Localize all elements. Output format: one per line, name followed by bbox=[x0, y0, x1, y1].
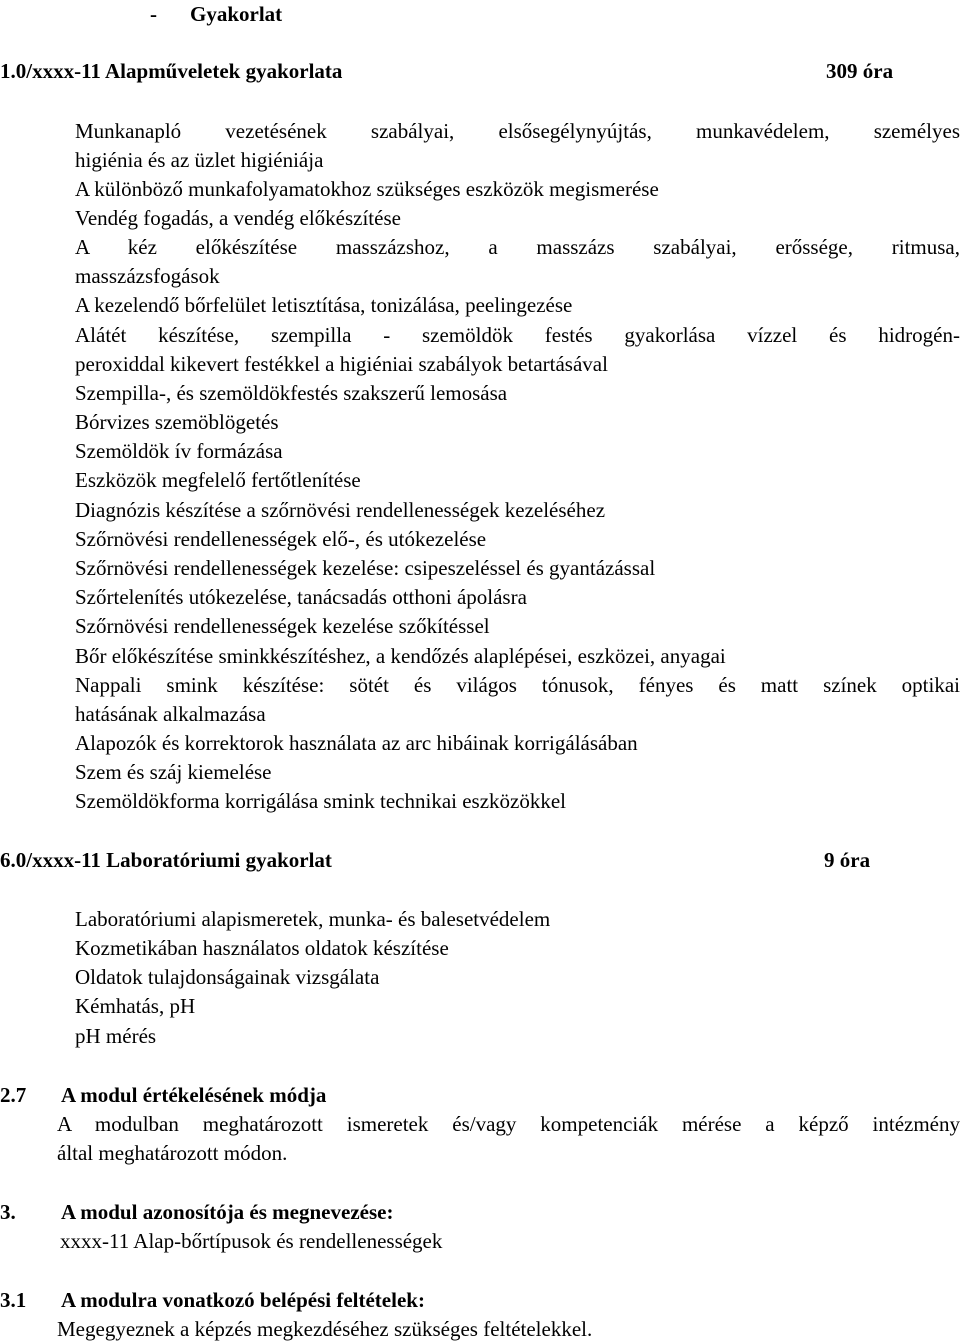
section1-item: Szem és száj kiemelése bbox=[75, 760, 272, 784]
section1-item: Szőrtelenítés utókezelése, tanácsadás otthoni ápolásra bbox=[75, 585, 527, 609]
section1-item: Szemöldökforma korrigálása smink technikai eszközökkel bbox=[75, 789, 567, 813]
s3-number: 3. bbox=[0, 1200, 16, 1224]
s27-heading: A modul értékelésének módja bbox=[61, 1083, 327, 1107]
section2-title: 6.0/xxxx-11 Laboratóriumi gyakorlat bbox=[0, 848, 332, 872]
section2-item: Laboratóriumi alapismeretek, munka- és balesetvédelem bbox=[75, 907, 551, 931]
section1-item: Szemöldök ív formázása bbox=[75, 439, 283, 463]
s27-text: A modulban meghatározott ismeretek és/vagy kompetenciák mérése a képző intézmény bbox=[57, 1112, 960, 1136]
section2-hours: 9 óra bbox=[824, 848, 871, 872]
section2-item: Kémhatás, pH bbox=[75, 994, 196, 1018]
s3-heading: A modul azonosítója és megnevezése: bbox=[61, 1200, 394, 1224]
section1-item: Bőr előkészítése sminkkészítéshez, a kendőzés alaplépései, eszközei, anyagai bbox=[75, 644, 726, 668]
section1-item: peroxiddal kikevert festékkel a higiéniai szabályok betartásával bbox=[75, 352, 608, 376]
section1-item: Alátét készítése, szempilla - szemöldök festés gyakorlása vízzel és hidrogén- bbox=[75, 323, 960, 347]
section1-item: Szőrnövési rendellenességek elő-, és utókezelése bbox=[75, 527, 487, 551]
section1-title: 1.0/xxxx-11 Alapműveletek gyakorlata bbox=[0, 59, 343, 83]
section1-hours: 309 óra bbox=[826, 59, 894, 83]
section1-item: Szőrnövési rendellenességek kezelése szőkítéssel bbox=[75, 614, 490, 638]
section1-item: A különböző munkafolyamatokhoz szükséges eszközök megismerése bbox=[75, 177, 659, 201]
section2-item: Kozmetikában használatos oldatok készítése bbox=[75, 936, 449, 960]
section1-item: Vendég fogadás, a vendég előkészítése bbox=[75, 206, 401, 230]
section1-item: Eszközök megfelelő fertőtlenítése bbox=[75, 468, 361, 492]
s27-number: 2.7 bbox=[0, 1083, 27, 1107]
s31-text: Megegyeznek a képzés megkezdéséhez szükséges feltételekkel. bbox=[57, 1317, 593, 1341]
section1-item: higiénia és az üzlet higiéniája bbox=[75, 148, 324, 172]
s3-text: xxxx-11 Alap-bőrtípusok és rendellenességek bbox=[60, 1229, 443, 1253]
section1-item: Nappali smink készítése: sötét és világos tónusok, fényes és matt színek optikai bbox=[75, 673, 960, 697]
section1-item: Alapozók és korrektorok használata az arc hibáinak korrigálásában bbox=[75, 731, 638, 755]
section1-item: hatásának alkalmazása bbox=[75, 702, 266, 726]
header-dash: - bbox=[150, 2, 157, 26]
s31-number: 3.1 bbox=[0, 1288, 27, 1312]
section1-item: Szempilla-, és szemöldökfestés szakszerű lemosása bbox=[75, 381, 508, 405]
section1-item: Munkanapló vezetésének szabályai, elsősegélynyújtás, munkavédelem, személyes bbox=[75, 119, 960, 143]
section1-item: Diagnózis készítése a szőrnövési rendellenességek kezeléséhez bbox=[75, 498, 606, 522]
section2-item: Oldatok tulajdonságainak vizsgálata bbox=[75, 965, 380, 989]
section1-item: masszázsfogások bbox=[75, 264, 220, 288]
section1-item: A kéz előkészítése masszázshoz, a masszázs szabályai, erőssége, ritmusa, bbox=[75, 235, 960, 259]
section1-item: A kezelendő bőrfelület letisztítása, tonizálása, peelingezése bbox=[75, 293, 573, 317]
s31-heading: A modulra vonatkozó belépési feltételek: bbox=[61, 1288, 425, 1312]
header-title: Gyakorlat bbox=[190, 2, 283, 26]
section1-item: Bórvizes szemöblögetés bbox=[75, 410, 279, 434]
s27-text: által meghatározott módon. bbox=[57, 1141, 288, 1165]
section2-item: pH mérés bbox=[75, 1024, 157, 1048]
section1-item: Szőrnövési rendellenességek kezelése: csipeszeléssel és gyantázással bbox=[75, 556, 656, 580]
